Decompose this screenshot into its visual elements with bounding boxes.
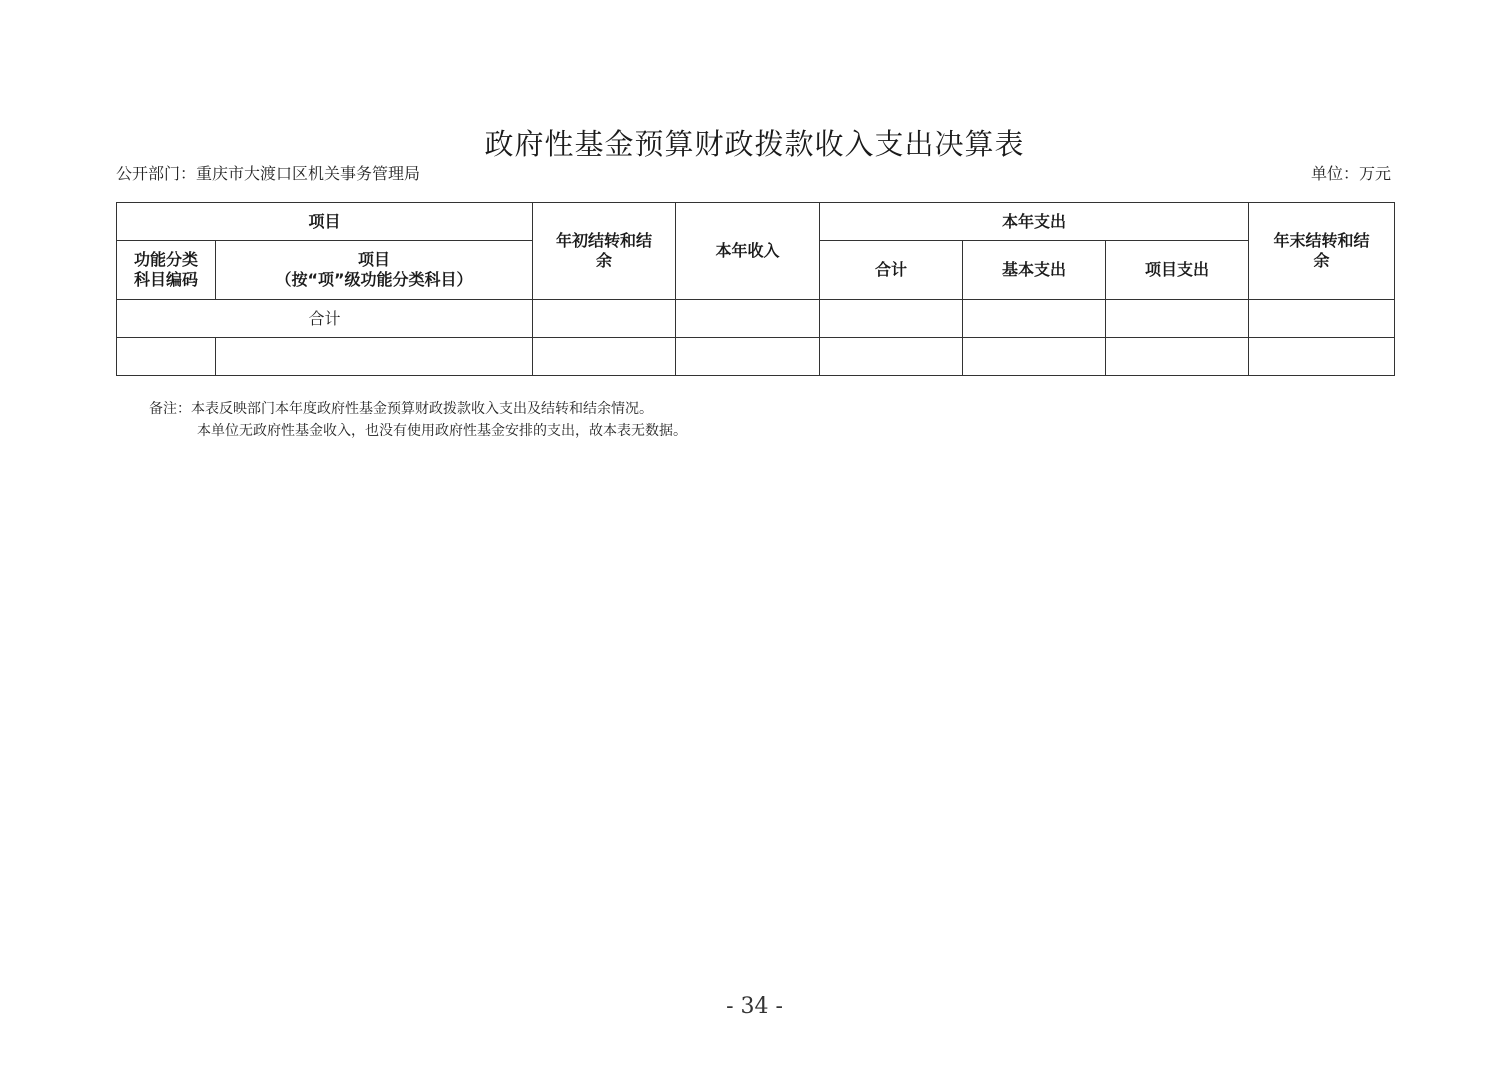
notes — [149, 398, 687, 442]
total-project-expense — [1106, 300, 1249, 338]
page-number: - 34 - — [726, 994, 783, 1019]
total-closing-balance — [1249, 300, 1395, 338]
department-label: 公开部门：重庆市大渡口区机关事务管理局 — [116, 164, 421, 183]
header-opening-balance-text: 年初结转和结 余 — [556, 231, 653, 270]
row-basic-expense — [963, 338, 1106, 376]
row-opening-balance — [533, 338, 676, 376]
note-line-1: 备注：本表反映部门本年度政府性基金预算财政拨款收入支出及结转和结余情况。 — [149, 401, 653, 417]
table-row — [117, 338, 1395, 376]
header-item-name-text: 项目 （按“项”级功能分类科目） — [275, 250, 473, 289]
total-label: 合计 — [117, 300, 533, 338]
note-line-2: 本单位无政府性基金收入，也没有使用政府性基金安排的支出，故本表无数据。 — [197, 423, 687, 439]
total-opening-balance — [533, 300, 676, 338]
row-current-income — [676, 338, 820, 376]
header-closing-balance-text: 年末结转和结 余 — [1273, 231, 1370, 270]
row-closing-balance — [1249, 338, 1395, 376]
header-basic-expense: 基本支出 — [963, 241, 1106, 300]
row-expense-total — [820, 338, 963, 376]
header-opening-balance — [533, 203, 676, 300]
total-current-income — [676, 300, 820, 338]
header-row-1 — [117, 203, 1395, 241]
header-item-group: 项目 — [117, 203, 533, 241]
total-row — [117, 300, 1395, 338]
total-basic-expense — [963, 300, 1106, 338]
row-project-expense — [1106, 338, 1249, 376]
header-item-name — [216, 241, 533, 300]
total-expense-total — [820, 300, 963, 338]
unit-label: 单位：万元 — [1310, 164, 1391, 183]
header-current-expense-group: 本年支出 — [820, 203, 1249, 241]
budget-table — [116, 202, 1395, 376]
header-func-code-text: 功能分类 科目编码 — [133, 250, 198, 289]
header-func-code — [117, 241, 216, 300]
page-title: 政府性基金预算财政拨款收入支出决算表 — [484, 127, 1025, 161]
row-item-name — [216, 338, 533, 376]
row-func-code — [117, 338, 216, 376]
header-closing-balance — [1249, 203, 1395, 300]
header-project-expense: 项目支出 — [1106, 241, 1249, 300]
header-expense-total: 合计 — [820, 241, 963, 300]
header-current-income: 本年收入 — [676, 203, 820, 300]
